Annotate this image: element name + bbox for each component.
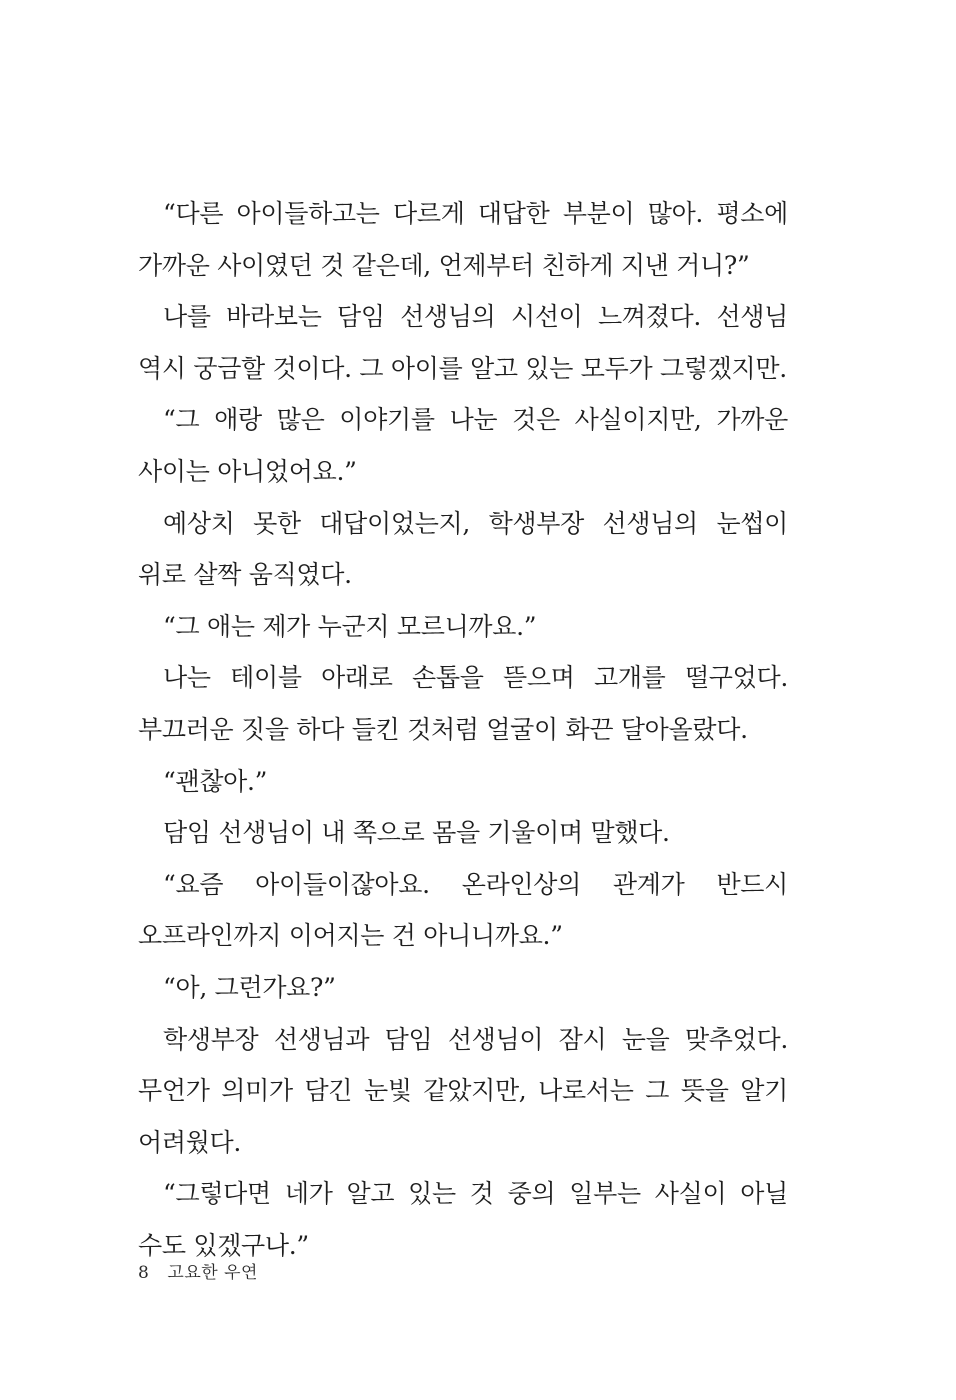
- running-title: 고요한 우연: [167, 1263, 258, 1283]
- paragraph: “괜찮아.”: [163, 766, 268, 796]
- paragraph: 나를 바라보는 담임 선생님의 시선이 느껴졌다. 선생님 역시 궁금할 것이다. 그 아이를 알고 있는 모두가 그렇겠지만.: [138, 302, 788, 383]
- page-number: 8: [138, 1263, 149, 1283]
- paragraph: “다른 아이들하고는 다르게 대답한 부분이 많아. 평소에 가까운 사이였던 것 같은데, 언제부터 친하게 지낸 거니?”: [138, 199, 788, 280]
- paragraph: “아, 그런가요?”: [163, 972, 336, 1002]
- paragraph: 담임 선생님이 내 쪽으로 몸을 기울이며 말했다.: [163, 818, 670, 848]
- paragraph: 예상치 못한 대답이었는지, 학생부장 선생님의 눈썹이 위로 살짝 움직였다.: [138, 508, 788, 590]
- paragraph: “그렇다면 네가 알고 있는 것 중의 일부는 사실이 아닐 수도 있겠구나.”: [138, 1179, 788, 1260]
- paragraph: 나는 테이블 아래로 손톱을 뜯으며 고개를 떨구었다. 부끄러운 짓을 하다 들킨 것처럼 얼굴이 화끈 달아올랐다.: [138, 663, 788, 744]
- paragraph: “요즘 아이들이잖아요. 온라인상의 관계가 반드시 오프라인까지 이어지는 건 아니니까요.”: [138, 869, 788, 951]
- paragraph: “그 애는 제가 누군지 모르니까요.”: [163, 611, 537, 641]
- page-footer: [138, 1262, 258, 1284]
- body-text: [138, 188, 788, 1271]
- paragraph: 학생부장 선생님과 담임 선생님이 잠시 눈을 맞추었다. 무언가 의미가 담긴 눈빛 같았지만, 나로서는 그 뜻을 알기 어려웠다.: [138, 1024, 788, 1157]
- paragraph: “그 애랑 많은 이야기를 나눈 것은 사실이지만, 가까운 사이는 아니었어요.”: [138, 405, 788, 486]
